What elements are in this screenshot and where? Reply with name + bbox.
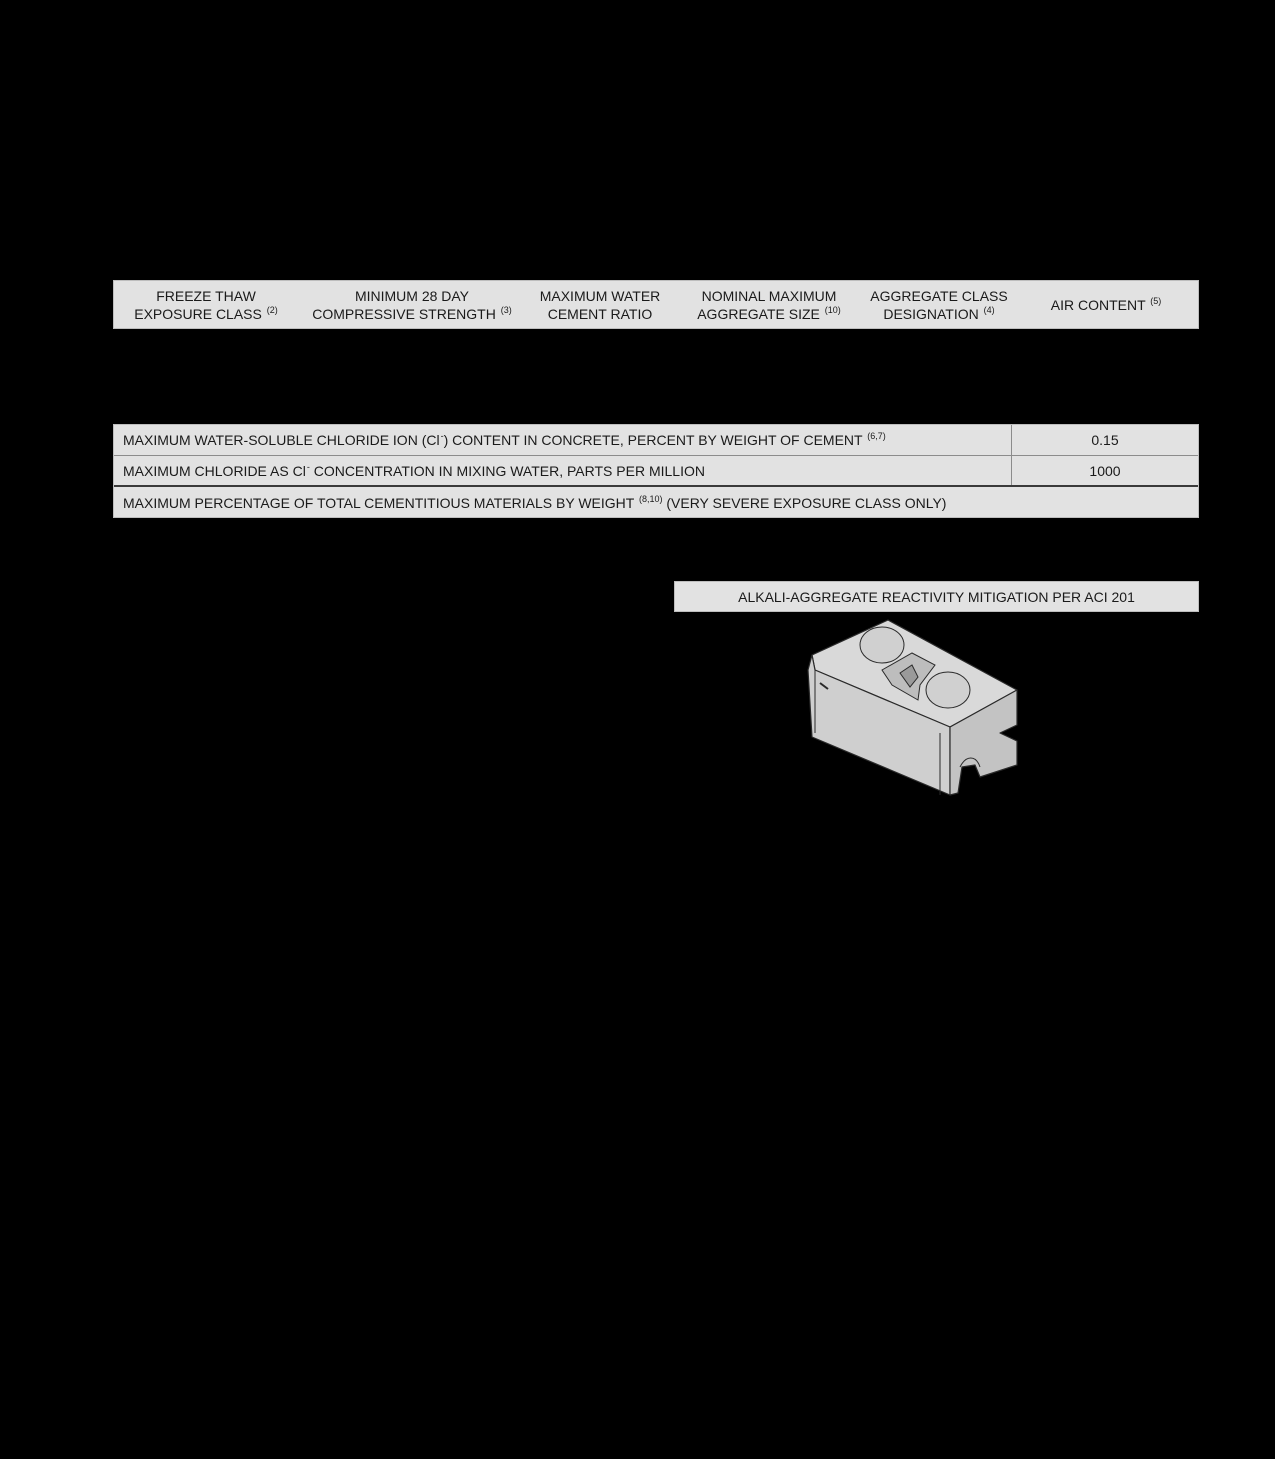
header-line1: FREEZE THAW — [156, 287, 256, 304]
footnote-ref: (6,7) — [867, 431, 886, 441]
header-max-water-cement-ratio — [526, 281, 674, 328]
table-row — [114, 425, 1198, 456]
footnote-ref: (5) — [1150, 295, 1162, 306]
row-label — [114, 425, 1012, 455]
footnote-ref: (3) — [500, 304, 512, 315]
table-row — [114, 456, 1198, 487]
label-text: ) CONTENT IN CONCRETE, PERCENT BY WEIGHT OF CEMENT — [443, 432, 863, 448]
header-line1: NOMINAL MAXIMUM — [701, 287, 837, 304]
row-label — [114, 487, 1198, 518]
concrete-block-illustration — [800, 615, 1025, 805]
header-line2: DESIGNATION — [883, 305, 979, 322]
header-line2: COMPRESSIVE STRENGTH — [312, 305, 496, 322]
label-text: (VERY SEVERE EXPOSURE CLASS ONLY) — [662, 494, 947, 511]
aar-mitigation-box — [674, 581, 1199, 612]
header-line2: EXPOSURE CLASS — [134, 305, 262, 322]
header-min-28-day-strength — [298, 281, 526, 328]
header-line1: AGGREGATE CLASS — [870, 287, 1008, 304]
footnote-ref: (2) — [266, 304, 278, 315]
label-text: MAXIMUM CHLORIDE AS Cl — [123, 462, 306, 479]
superscript-minus: - — [440, 431, 444, 441]
label-text: MAXIMUM PERCENTAGE OF TOTAL CEMENTITIOUS MATERIALS BY WEIGHT — [123, 494, 635, 511]
footnote-ref: (4) — [983, 304, 995, 315]
table-row — [114, 487, 1198, 518]
header-freeze-thaw-exposure-class — [114, 281, 298, 328]
row-value: 0.15 — [1091, 432, 1119, 448]
row-value: 1000 — [1089, 462, 1121, 479]
label-text: MAXIMUM WATER-SOLUBLE CHLORIDE ION (Cl — [123, 432, 440, 448]
header-aggregate-class-designation — [864, 281, 1014, 328]
label-text: CONCENTRATION IN MIXING WATER, PARTS PER MILLION — [309, 462, 705, 479]
row-label — [114, 456, 1012, 485]
header-air-content — [1014, 281, 1198, 328]
aar-label: ALKALI-AGGREGATE REACTIVITY MITIGATION PER ACI 201 — [738, 588, 1135, 605]
chloride-requirements-table — [113, 424, 1199, 518]
header-line1: MAXIMUM WATER — [539, 287, 661, 304]
header-nominal-max-aggregate-size — [674, 281, 864, 328]
header-line2: CEMENT RATIO — [547, 305, 653, 322]
header-line1: AIR CONTENT — [1050, 296, 1146, 313]
footnote-ref: (10) — [824, 304, 841, 315]
header-line1: MINIMUM 28 DAY — [354, 287, 470, 304]
superscript-minus: - — [306, 461, 310, 472]
header-line2: AGGREGATE SIZE — [697, 305, 820, 322]
footnote-ref: (8,10) — [638, 493, 663, 504]
mix-requirements-header — [113, 280, 1199, 329]
